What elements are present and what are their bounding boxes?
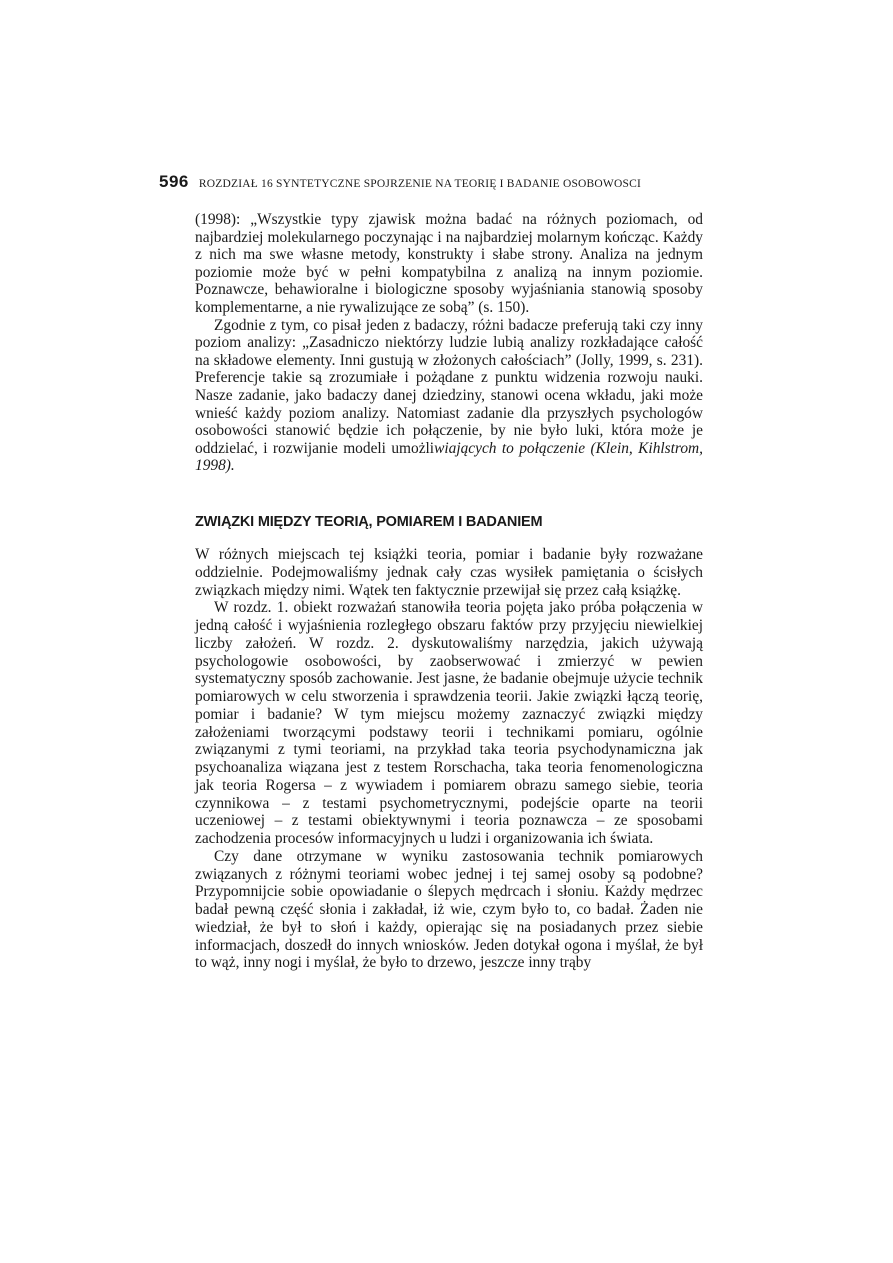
section-paragraph: Czy dane otrzymane w wyniku zastosowania technik pomiarowych związanych z różnymi teoriami wobec jednej i tej samej osoby są podobne? Przypomnijcie sobie opowiadanie o ślepych mędrcach i słoniu. Każdy mędrzec badał pewną część słonia i zakładał, iż wie, czym było to, co badał. Żaden nie wiedział, że był to słoń i każdy, opierając się na posiadanych przez siebie informacjach, doszedł do innych wniosków. Jeden dotykał ogona i myślał, że był to wąż, inny nogi i myślał, że było to drzewo, jeszcze inny trąby [195,847,703,972]
chapter-title: ROZDZIAŁ 16 SYNTETYCZNE SPOJRZENIE NA TEORIĘ I BADANIE OSOBOWOSCI [198,178,641,190]
intro-paragraph-quote: (1998): „Wszystkie typy zjawisk można badać na różnych poziomach, od najbardziej molekularnego poczynając i na najbardziej molarnym kończąc. Każdy z nich ma swe własne metody, konstrukty i słabe strony. Analiza na jednym poziomie może być w pełni kompatybilna z analizą na innym poziomie. Poznawcze, behawioralne i biologiczne sposoby wyjaśniania stanowią sposoby komplementarne, a nie rywalizujące ze sobą” (s. 150). [195,211,703,316]
intro-paragraph-levels-italic: wiających to połączenie (Klein, Kihlstrom, 1998). [195,439,704,475]
intro-text [195,211,703,475]
intro-paragraph-levels [195,317,703,475]
running-head [159,172,719,192]
page-number: 596 [159,172,189,191]
section-text [195,546,703,972]
section-heading: ZWIĄZKI MIĘDZY TEORIĄ, POMIAREM I BADANIEM [195,514,543,530]
intro-paragraph-levels-text: Zgodnie z tym, co pisał jeden z badaczy, różni badacze preferują taki czy inny poziom analizy: „Zasadniczo niektórzy ludzie lubią analizy rozkładające całość na składowe elementy. Inni gustują w złożonych całościach” (Jolly, 1999, s. 231). Preferencje takie są zrozumiałe i pożądane z punktu widzenia rozwoju nauki. Nasze zadanie, jako badaczy danej dziedziny, stanowi ocena wkładu, jaki może wnieść każdy poziom analizy. Natomiast zadanie dla przyszłych psychologów osobowości stanowić będzie ich połączenie, by nie było luki, która może je oddzielać, i rozwijanie modeli umożli [195,316,703,457]
section-paragraph: W różnych miejscach tej książki teoria, pomiar i badanie były rozważane oddzielnie. Podejmowaliśmy jednak cały czas wysiłek pamiętania o ścisłych związkach między nimi. Wątek ten faktycznie przewijał się przez całą książkę. [195,546,703,599]
section-paragraph: W rozdz. 1. obiekt rozważań stanowiła teoria pojęta jako próba połączenia w jedną całość i wyjaśnienia rozległego obszaru faktów przy przyjęciu niewielkiej liczby założeń. W rozdz. 2. dyskutowaliśmy narzędzia, jakich używają psychologowie osobowości, by zaobserwować i zmierzyć w pewien systematyczny sposób zachowanie. Jest jasne, że badanie obejmuje użycie technik pomiarowych w celu stworzenia i sprawdzenia teorii. Jakie związki łączą teorię, pomiar i badanie? W tym miejscu możemy zaznaczyć związki między założeniami tworzącymi podstawy teorii i technikami pomiaru, ogólnie związanymi z tymi teoriami, na przykład taka teoria psychodynamiczna jak psychoanaliza wiązana jest z testem Rorschacha, taka teoria fenomenologiczna jak teoria Rogersa – z wywiadem i pomiarem obrazu samego siebie, teoria czynnikowa – z testami psychometrycznymi, podejście oparte na teorii uczeniowej – z testami obiektywnymi i teoria poznawcza – ze sposobami zachodzenia procesów informacyjnych u ludzi i organizowania ich świata. [195,599,703,847]
